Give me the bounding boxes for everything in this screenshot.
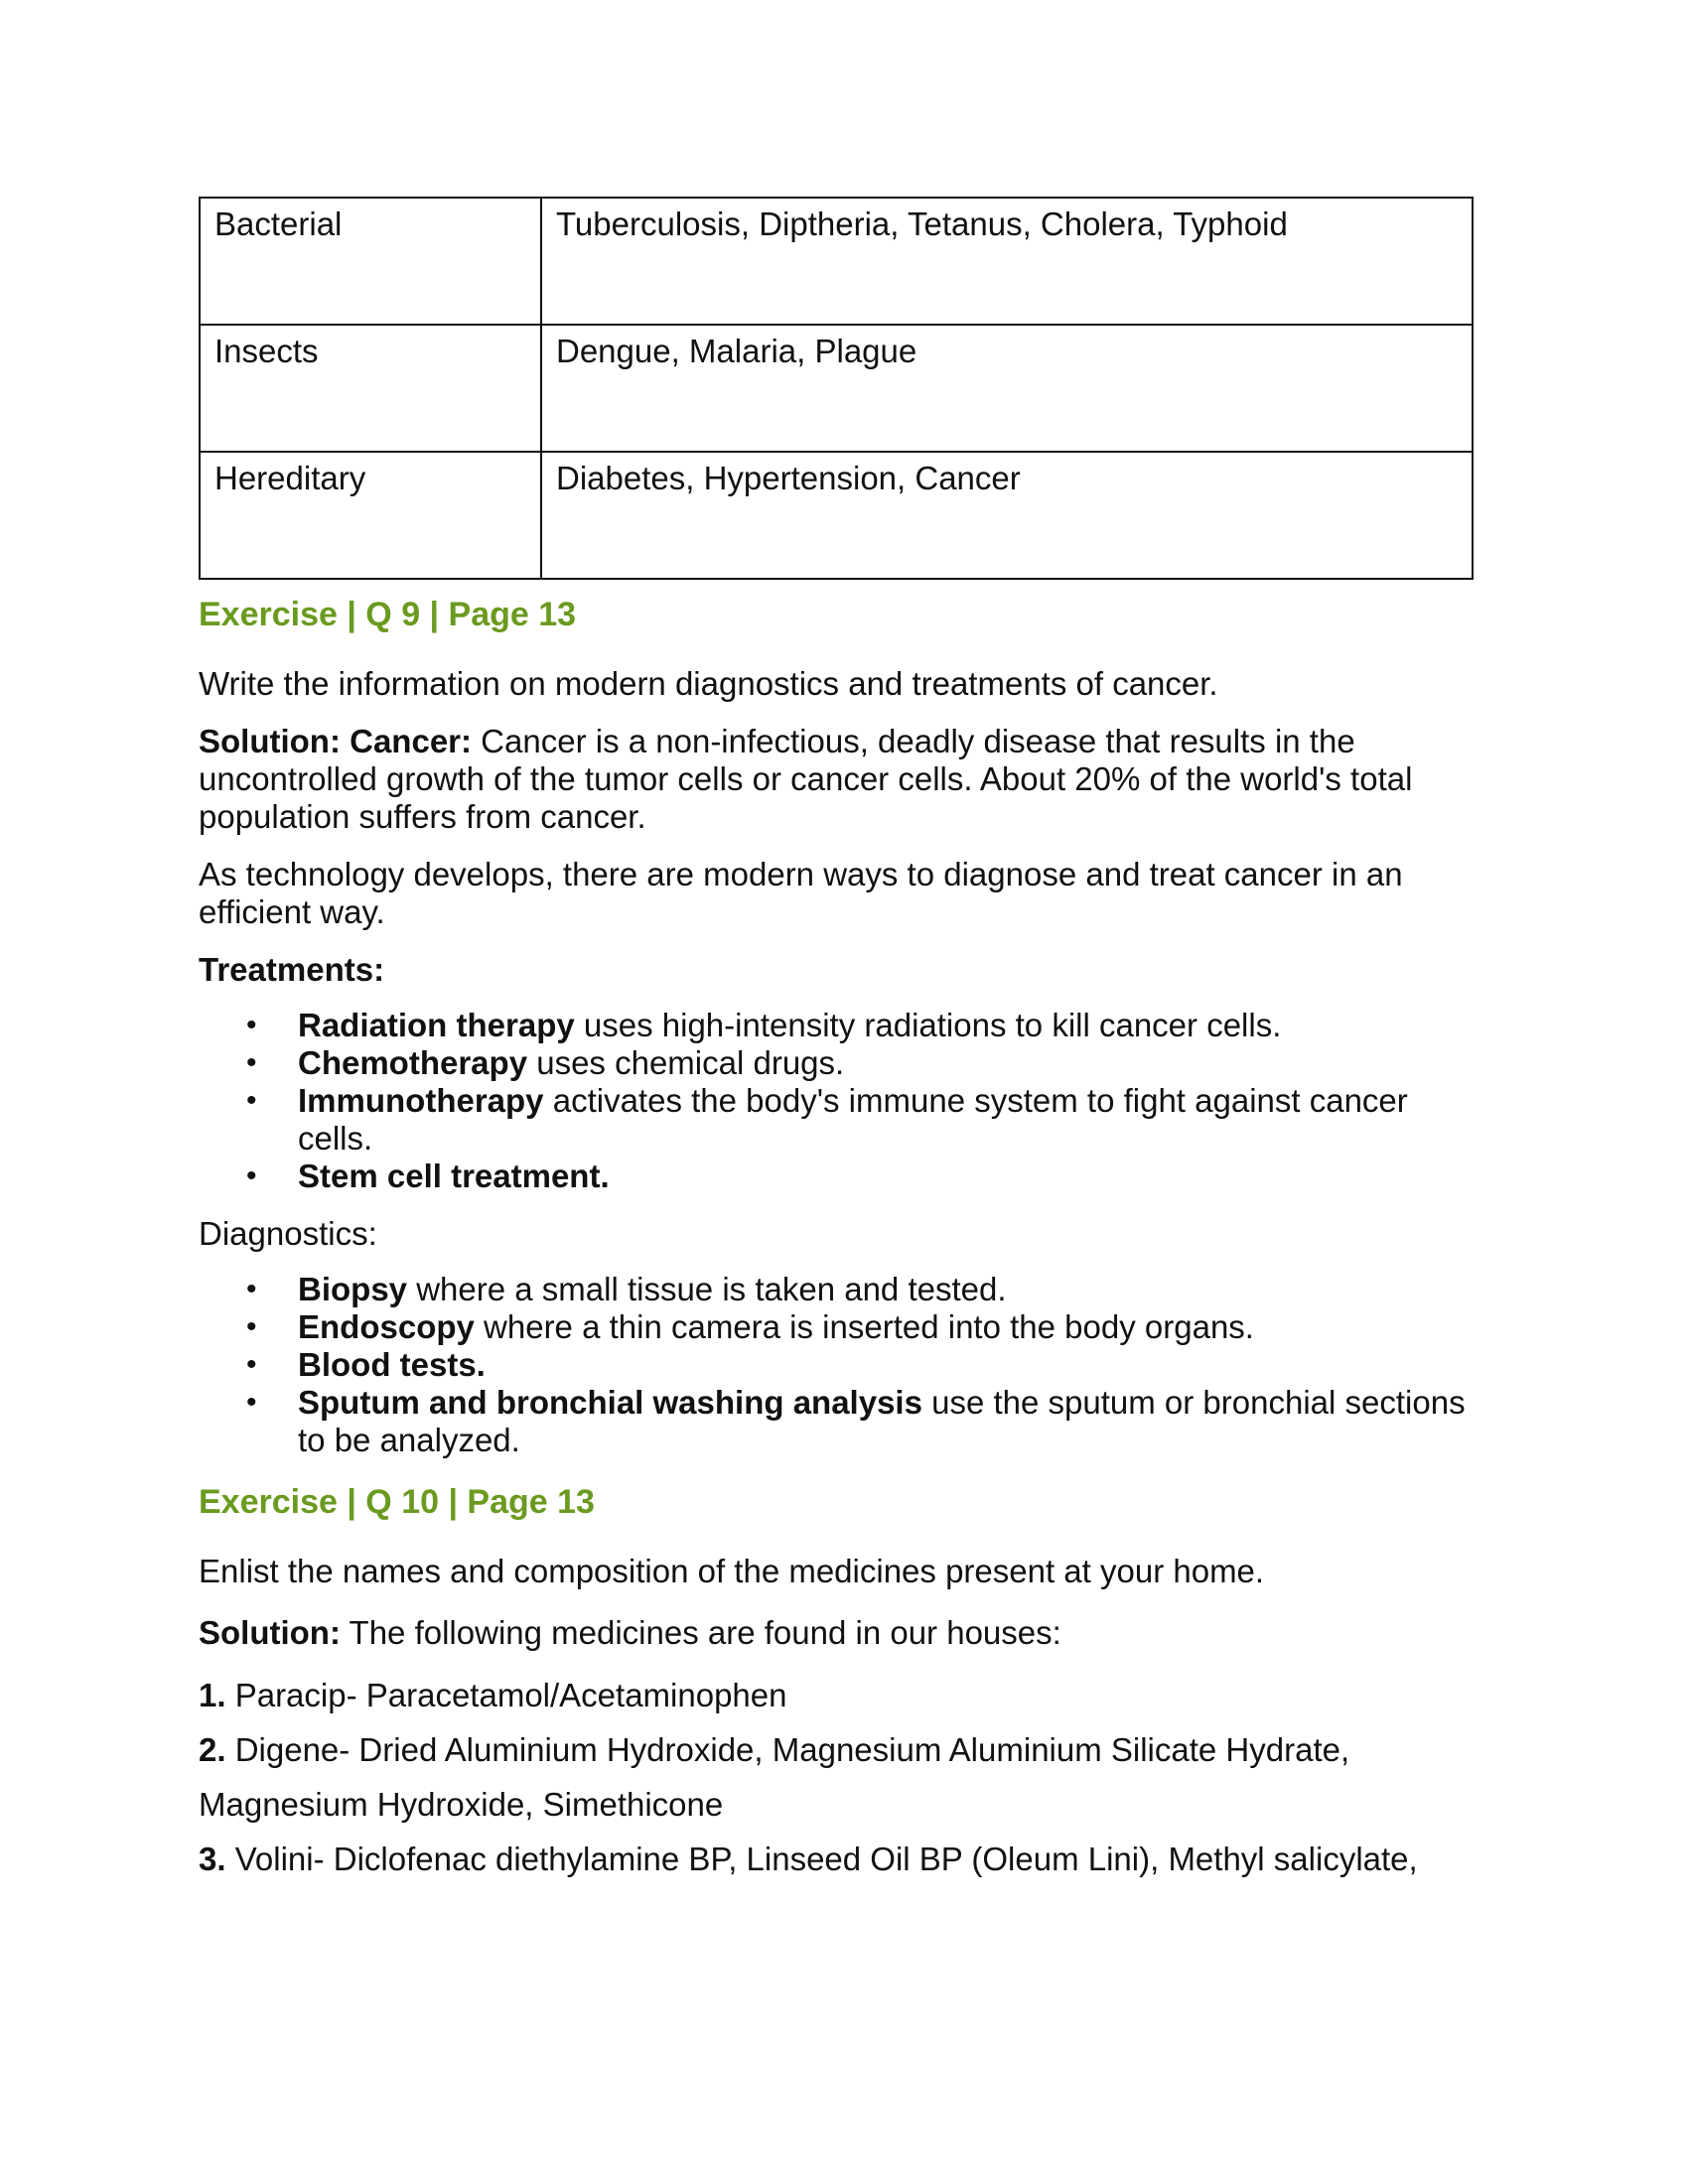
item-text: where a thin camera is inserted into the body organs.: [474, 1308, 1254, 1345]
table-cell-type: Hereditary: [200, 452, 541, 579]
solution-label: Solution:: [199, 1614, 341, 1651]
medicine-number: 2.: [199, 1731, 226, 1768]
medicine-item-continuation: Magnesium Hydroxide, Simethicone: [199, 1786, 724, 1823]
medicine-item: [199, 1832, 1489, 1886]
solution-label: Solution: Cancer:: [199, 723, 473, 759]
exercise-heading-q10: Exercise | Q 10 | Page 13: [199, 1483, 595, 1521]
item-term: Biopsy: [298, 1271, 408, 1307]
table-cell-examples: Dengue, Malaria, Plague: [541, 325, 1473, 452]
list-item: [199, 1044, 1489, 1082]
item-text: where a small tissue is taken and tested.: [407, 1271, 1007, 1307]
table-cell-examples: Tuberculosis, Diptheria, Tetanus, Cholera, Typhoid: [541, 198, 1473, 325]
item-text: use the sputum or bronchial sections to be analyzed.: [298, 1384, 1466, 1458]
medicine-number: 1.: [199, 1677, 226, 1713]
medicine-text: Digene- Dried Aluminium Hydroxide, Magnesium Aluminium Silicate Hydrate,: [225, 1731, 1350, 1768]
list-item: [199, 1308, 1489, 1346]
solution-q9: [199, 723, 1489, 836]
disease-table: [199, 197, 1474, 580]
question-q9: Write the information on modern diagnostics and treatments of cancer.: [199, 665, 1218, 702]
item-term: Chemotherapy: [298, 1044, 528, 1081]
bullet-icon: •: [246, 1084, 257, 1117]
medicine-list: [199, 1668, 1489, 1886]
bullet-icon: •: [246, 1386, 257, 1419]
medicine-item: [199, 1722, 1489, 1777]
item-term: Stem cell treatment.: [298, 1158, 610, 1194]
item-term: Blood tests.: [298, 1346, 486, 1383]
bullet-icon: •: [246, 1273, 257, 1305]
bullet-icon: •: [246, 1310, 257, 1343]
table-cell-examples: Diabetes, Hypertension, Cancer: [541, 452, 1473, 579]
list-item: [199, 1346, 1489, 1384]
question-q10: Enlist the names and composition of the medicines present at your home.: [199, 1553, 1265, 1589]
bullet-icon: •: [246, 1160, 257, 1192]
bullet-icon: •: [246, 1046, 257, 1079]
table-row: [200, 325, 1473, 452]
item-term: Immunotherapy: [298, 1082, 544, 1119]
item-term: Endoscopy: [298, 1308, 475, 1345]
medicine-text: Volini- Diclofenac diethylamine BP, Linseed Oil BP (Oleum Lini), Methyl salicylate,: [225, 1841, 1418, 1877]
treatments-list: [199, 1007, 1489, 1195]
item-text: uses high-intensity radiations to kill cancer cells.: [574, 1007, 1282, 1043]
treatments-label-text: Treatments:: [199, 951, 385, 988]
table-cell-type: Bacterial: [200, 198, 541, 325]
bullet-icon: •: [246, 1009, 257, 1041]
list-item: [199, 1158, 1489, 1195]
solution-text: The following medicines are found in our houses:: [340, 1614, 1061, 1651]
bullet-icon: •: [246, 1348, 257, 1381]
table-row: [200, 198, 1473, 325]
list-item: [199, 1271, 1489, 1308]
list-item: [199, 1007, 1489, 1044]
treatments-label: [199, 951, 1489, 989]
medicine-number: 3.: [199, 1841, 226, 1877]
solution-text: Cancer is a non-infectious, deadly disease that results in the uncontrolled growth of the tumor cells or cancer cells. About 20% of the world's total population suffers from cancer.: [199, 723, 1413, 835]
technology-paragraph: As technology develops, there are modern ways to diagnose and treat cancer in an efficient way.: [199, 856, 1403, 930]
content-body: [199, 588, 1489, 1886]
item-term: Sputum and bronchial washing analysis: [298, 1384, 922, 1421]
table-cell-type: Insects: [200, 325, 541, 452]
diagnostics-list: [199, 1271, 1489, 1459]
solution-q10: [199, 1614, 1489, 1652]
medicine-item: [199, 1668, 1489, 1722]
diagnostics-label: Diagnostics:: [199, 1215, 377, 1252]
medicine-text: Paracip- Paracetamol/Acetaminophen: [225, 1677, 787, 1713]
item-term: Radiation therapy: [298, 1007, 575, 1043]
list-item: [199, 1082, 1489, 1158]
item-text: uses chemical drugs.: [527, 1044, 845, 1081]
item-text: activates the body's immune system to fight against cancer cells.: [298, 1082, 1408, 1157]
exercise-heading-q9: Exercise | Q 9 | Page 13: [199, 596, 577, 633]
table-row: [200, 452, 1473, 579]
list-item: [199, 1384, 1489, 1459]
